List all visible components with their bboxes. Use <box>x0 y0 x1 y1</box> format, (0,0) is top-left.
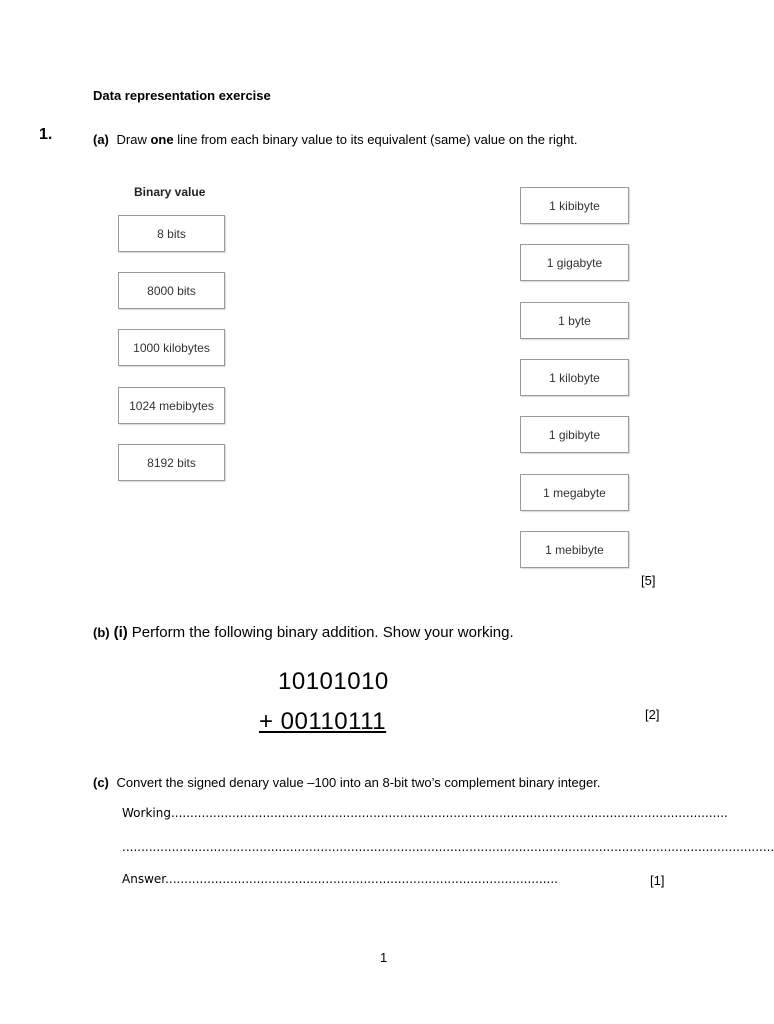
left-box-8-bits[interactable]: 8 bits <box>118 215 225 252</box>
document-title: Data representation exercise <box>93 88 271 103</box>
part-a-text-post: line from each binary value to its equivalent (same) value on the right. <box>173 132 578 147</box>
right-box-1-byte[interactable]: 1 byte <box>520 302 629 339</box>
right-box-1-gibibyte[interactable]: 1 gibibyte <box>520 416 629 453</box>
working-dots-2: ........................................................................................................................................................................... <box>122 840 774 854</box>
answer-dots: ....................................................................................................... <box>165 872 558 886</box>
part-a-instruction <box>93 132 578 147</box>
part-a-label: (a) <box>93 132 109 147</box>
part-b-text: Perform the following binary addition. Show your working. <box>131 624 514 641</box>
working-line-2[interactable] <box>122 840 774 854</box>
part-b-label: (b) <box>93 625 110 640</box>
right-box-1-kilobyte[interactable]: 1 kilobyte <box>520 359 629 396</box>
part-a-text-bold: one <box>150 132 174 147</box>
working-line[interactable] <box>122 806 728 820</box>
part-c-instruction <box>93 775 600 790</box>
right-box-1-kibibyte[interactable]: 1 kibibyte <box>520 187 629 224</box>
part-a-text-pre: Draw <box>116 132 151 147</box>
left-box-1000-kilobytes[interactable]: 1000 kilobytes <box>118 329 225 366</box>
working-dots: .................................................................................................................................................. <box>170 806 728 820</box>
binary-number-1: 10101010 <box>278 668 389 695</box>
answer-line[interactable] <box>122 872 558 886</box>
part-b-sub-label: (i) <box>113 624 128 641</box>
right-box-1-megabyte[interactable]: 1 megabyte <box>520 474 629 511</box>
part-a-marks: [5] <box>641 573 656 588</box>
part-c-marks: [1] <box>650 873 665 888</box>
part-c-label: (c) <box>93 775 109 790</box>
part-b-instruction <box>93 624 514 641</box>
part-c-text: Convert the signed denary value –100 into an 8-bit two’s complement binary integer. <box>116 775 601 790</box>
left-box-8192-bits[interactable]: 8192 bits <box>118 444 225 481</box>
question-number: 1. <box>39 126 53 143</box>
binary-value-heading: Binary value <box>134 185 206 199</box>
right-box-1-mebibyte[interactable]: 1 mebibyte <box>520 531 629 568</box>
left-box-8000-bits[interactable]: 8000 bits <box>118 272 225 309</box>
working-label: Working <box>122 806 171 820</box>
page-number: 1 <box>380 950 388 965</box>
right-box-1-gigabyte[interactable]: 1 gigabyte <box>520 244 629 281</box>
left-box-1024-mebibytes[interactable]: 1024 mebibytes <box>118 387 225 424</box>
part-b-marks: [2] <box>645 707 660 722</box>
binary-number-2: + 00110111 <box>259 708 387 735</box>
answer-label: Answer <box>122 872 166 886</box>
